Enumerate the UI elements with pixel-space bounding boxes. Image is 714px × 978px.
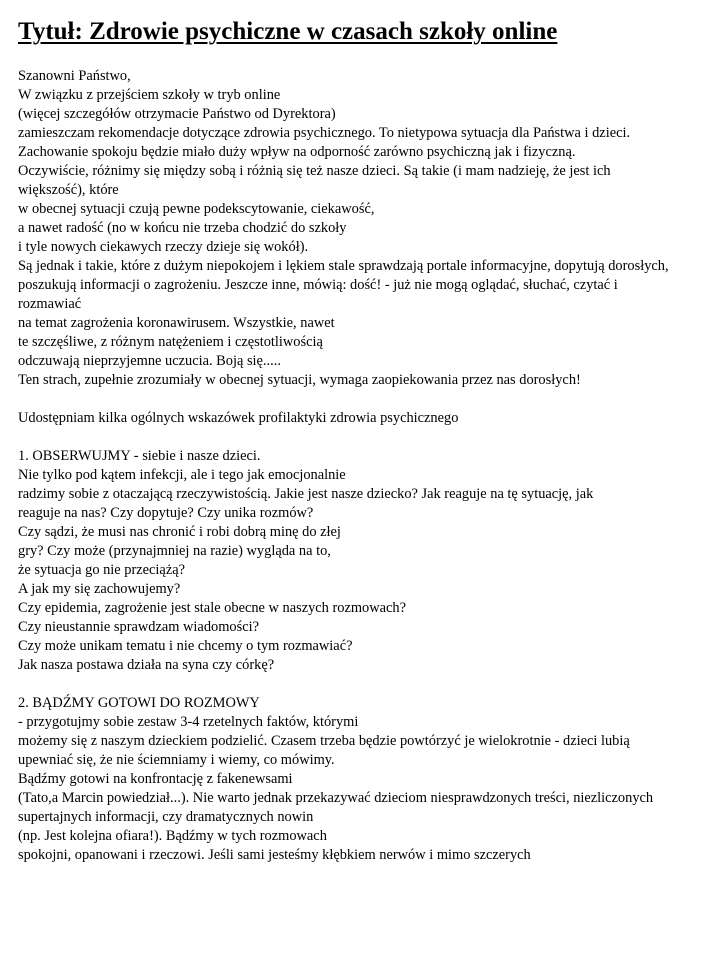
text-line: Czy epidemia, zagrożenie jest stale obecne w naszych rozmowach?	[18, 600, 406, 616]
text-line: Szanowni Państwo,	[18, 68, 131, 84]
text-line: Nie tylko pod kątem infekcji, ale i tego jak emocjonalnie	[18, 467, 346, 483]
text-line: poszukują informacji o zagrożeniu. Jeszcze inne, mówią: dość! - już nie mogą oglądać, słuchać, czytać i	[18, 277, 618, 293]
text-line: radzimy sobie z otaczającą rzeczywistością. Jakie jest nasze dziecko? Jak reaguje na tę sytuację, jak	[18, 486, 594, 502]
text-line: spokojni, opanowani i rzeczowi. Jeśli sami jesteśmy kłębkiem nerwów i mimo szczerych	[18, 847, 531, 863]
paragraph-gap	[18, 390, 708, 409]
text-line: Bądźmy gotowi na konfrontację z fakenewsami	[18, 771, 293, 787]
paragraph-gap	[18, 675, 708, 694]
text-line: te szczęśliwe, z różnym natężeniem i częstotliwością	[18, 334, 323, 350]
text-line: Zachowanie spokoju będzie miało duży wpływ na odporność zarówno psychiczną jak i fizyczną.	[18, 144, 576, 160]
text-line: Ten strach, zupełnie zrozumiały w obecnej sytuacji, wymaga zaopiekowania przez nas dorosłych!	[18, 372, 581, 388]
document-title: Tytuł: Zdrowie psychiczne w czasach szkoły online	[18, 18, 558, 45]
document-body	[18, 67, 708, 865]
text-line: odczuwają nieprzyjemne uczucia. Boją się.....	[18, 353, 281, 369]
text-line: reaguje na nas? Czy dopytuje? Czy unika rozmów?	[18, 505, 314, 521]
text-line: większość), które	[18, 182, 119, 198]
text-line: Czy sądzi, że musi nas chronić i robi dobrą minę do złej	[18, 524, 341, 540]
text-line: 1. OBSERWUJMY - siebie i nasze dzieci.	[18, 448, 261, 464]
text-line: w obecnej sytuacji czują pewne podekscytowanie, ciekawość,	[18, 201, 375, 217]
text-line: i tyle nowych ciekawych rzeczy dzieje się wokół).	[18, 239, 309, 255]
text-line: na temat zagrożenia koronawirusem. Wszystkie, nawet	[18, 315, 335, 331]
text-line: Oczywiście, różnimy się między sobą i różnią się też nasze dzieci. Są takie (i mam nadzieję, że jest ich	[18, 163, 611, 179]
text-line: (więcej szczegółów otrzymacie Państwo od Dyrektora)	[18, 106, 336, 122]
text-line: supertajnych informacji, czy dramatycznych nowin	[18, 809, 314, 825]
text-line: Czy nieustannie sprawdzam wiadomości?	[18, 619, 259, 635]
text-line: upewniać się, że nie ściemniamy i wiemy, co mówimy.	[18, 752, 335, 768]
text-line: a nawet radość (no w końcu nie trzeba chodzić do szkoły	[18, 220, 347, 236]
paragraph-gap	[18, 428, 708, 447]
text-line: Są jednak i takie, które z dużym niepokojem i lękiem stale sprawdzają portale informacyjne, dopytują dorosłych,	[18, 258, 669, 274]
text-line: Udostępniam kilka ogólnych wskazówek profilaktyki zdrowia psychicznego	[18, 410, 459, 426]
text-line: że sytuacja go nie przeciążą?	[18, 562, 185, 578]
text-line: Jak nasza postawa działa na syna czy córkę?	[18, 657, 275, 673]
text-line: - przygotujmy sobie zestaw 3-4 rzetelnych faktów, którymi	[18, 714, 359, 730]
text-line: W związku z przejściem szkoły w tryb online	[18, 87, 281, 103]
text-line: możemy się z naszym dzieckiem podzielić. Czasem trzeba będzie powtórzyć je wielokrotnie - dzieci lubią	[18, 733, 630, 749]
text-line: rozmawiać	[18, 296, 82, 312]
text-line: (Tato,a Marcin powiedział...). Nie warto jednak przekazywać dzieciom niesprawdzonych treści, niezliczonych	[18, 790, 654, 806]
text-line: (np. Jest kolejna ofiara!). Bądźmy w tych rozmowach	[18, 828, 327, 844]
text-line: 2. BĄDŹMY GOTOWI DO ROZMOWY	[18, 695, 260, 711]
text-line: A jak my się zachowujemy?	[18, 581, 181, 597]
text-line: Czy może unikam tematu i nie chcemy o tym rozmawiać?	[18, 638, 353, 654]
text-line: gry? Czy może (przynajmniej na razie) wygląda na to,	[18, 543, 331, 559]
text-line: zamieszczam rekomendacje dotyczące zdrowia psychicznego. To nietypowa sytuacja dla Państwa i dzieci.	[18, 125, 631, 141]
